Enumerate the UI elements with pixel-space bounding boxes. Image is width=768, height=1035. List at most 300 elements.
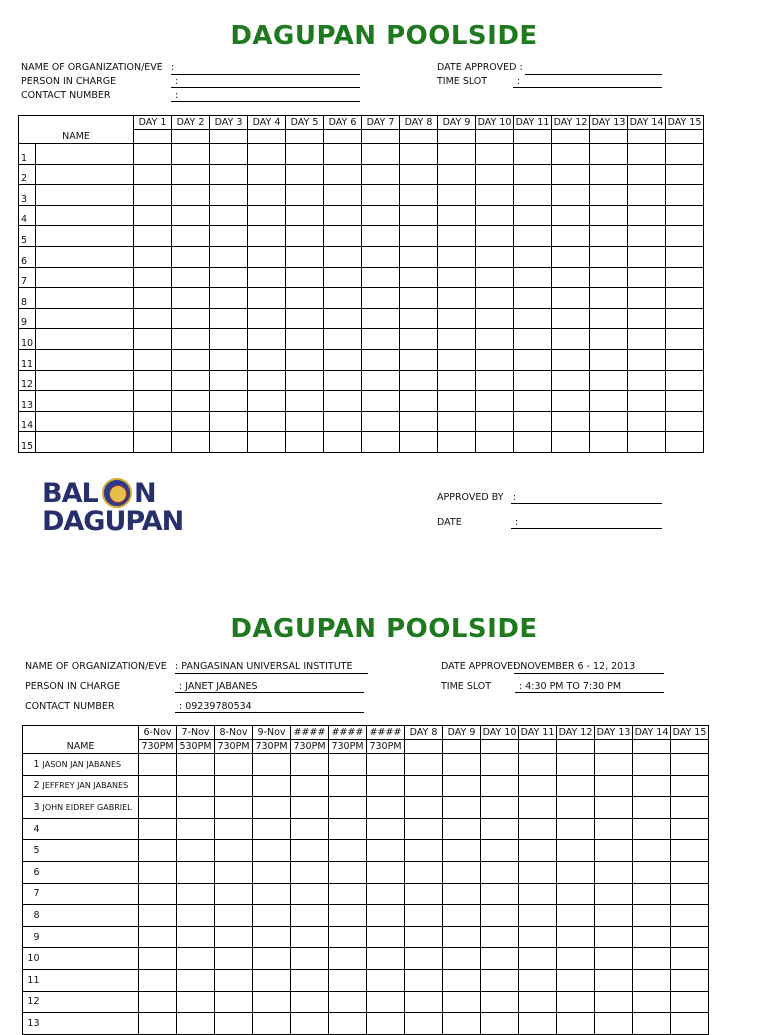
day-cell[interactable] [134, 267, 172, 288]
org-field[interactable]: : PANGASINAN UNIVERSAL INSTITUTE [175, 661, 368, 674]
name-cell[interactable]: JEFFREY JAN JABANES [41, 775, 139, 797]
day-cell[interactable] [438, 411, 476, 432]
day-cell[interactable] [481, 883, 519, 905]
day-cell[interactable] [286, 329, 324, 350]
time-header[interactable]: 530PM [177, 740, 215, 754]
day-cell[interactable] [552, 130, 590, 144]
day-cell[interactable] [476, 370, 514, 391]
day-cell[interactable] [628, 226, 666, 247]
name-cell[interactable]: JOHN EIDREF GABRIEL [41, 797, 139, 819]
day-cell[interactable] [215, 926, 253, 948]
day-cell[interactable] [134, 130, 172, 144]
day-cell[interactable] [215, 905, 253, 927]
day-cell[interactable] [172, 329, 210, 350]
day-cell[interactable] [666, 432, 704, 453]
day-cell[interactable] [248, 308, 286, 329]
day-cell[interactable] [405, 840, 443, 862]
day-cell[interactable] [405, 1013, 443, 1035]
day-cell[interactable] [590, 288, 628, 309]
day-cell[interactable] [210, 267, 248, 288]
day-cell[interactable] [367, 1013, 405, 1035]
day-cell[interactable] [476, 432, 514, 453]
day-cell[interactable] [248, 205, 286, 226]
day-cell[interactable] [519, 969, 557, 991]
day-cell[interactable] [248, 349, 286, 370]
day-cell[interactable] [177, 905, 215, 927]
day-cell[interactable] [291, 775, 329, 797]
day-cell[interactable] [438, 349, 476, 370]
day-cell[interactable] [628, 205, 666, 226]
day-cell[interactable] [628, 267, 666, 288]
day-cell[interactable] [215, 840, 253, 862]
day-cell[interactable] [633, 991, 671, 1013]
day-cell[interactable] [552, 432, 590, 453]
day-cell[interactable] [552, 308, 590, 329]
day-cell[interactable] [172, 267, 210, 288]
day-cell[interactable] [134, 226, 172, 247]
day-cell[interactable] [438, 432, 476, 453]
day-cell[interactable] [134, 329, 172, 350]
day-cell[interactable] [519, 926, 557, 948]
day-cell[interactable] [557, 991, 595, 1013]
day-cell[interactable] [514, 288, 552, 309]
day-cell[interactable] [139, 969, 177, 991]
day-cell[interactable] [286, 144, 324, 165]
name-cell[interactable] [36, 267, 134, 288]
day-cell[interactable] [329, 818, 367, 840]
day-cell[interactable] [476, 267, 514, 288]
day-cell[interactable] [286, 432, 324, 453]
day-cell[interactable] [628, 246, 666, 267]
day-cell[interactable] [177, 969, 215, 991]
day-cell[interactable] [443, 991, 481, 1013]
day-cell[interactable] [400, 349, 438, 370]
day-cell[interactable] [286, 308, 324, 329]
day-cell[interactable] [671, 840, 709, 862]
time-header[interactable]: 730PM [291, 740, 329, 754]
day-cell[interactable] [367, 775, 405, 797]
day-cell[interactable] [362, 267, 400, 288]
day-cell[interactable] [367, 905, 405, 927]
day-cell[interactable] [291, 797, 329, 819]
day-cell[interactable] [590, 164, 628, 185]
day-cell[interactable] [324, 226, 362, 247]
name-cell[interactable] [41, 840, 139, 862]
day-cell[interactable] [329, 840, 367, 862]
name-cell[interactable] [41, 905, 139, 927]
day-cell[interactable] [595, 775, 633, 797]
day-cell[interactable] [557, 883, 595, 905]
day-cell[interactable] [476, 185, 514, 206]
day-cell[interactable] [671, 1013, 709, 1035]
day-cell[interactable] [595, 818, 633, 840]
day-cell[interactable] [210, 226, 248, 247]
day-cell[interactable] [324, 164, 362, 185]
day-cell[interactable] [215, 969, 253, 991]
day-cell[interactable] [177, 861, 215, 883]
day-cell[interactable] [362, 308, 400, 329]
day-cell[interactable] [671, 969, 709, 991]
day-cell[interactable] [476, 411, 514, 432]
day-cell[interactable] [400, 288, 438, 309]
day-cell[interactable] [628, 308, 666, 329]
day-cell[interactable] [362, 432, 400, 453]
day-cell[interactable] [590, 349, 628, 370]
day-cell[interactable] [134, 391, 172, 412]
day-cell[interactable] [405, 991, 443, 1013]
day-cell[interactable] [248, 329, 286, 350]
day-cell[interactable] [324, 144, 362, 165]
day-cell[interactable] [400, 246, 438, 267]
day-cell[interactable] [248, 370, 286, 391]
day-cell[interactable] [476, 391, 514, 412]
name-cell[interactable] [36, 164, 134, 185]
name-cell[interactable] [36, 288, 134, 309]
day-cell[interactable] [476, 349, 514, 370]
day-cell[interactable] [438, 288, 476, 309]
day-cell[interactable] [324, 349, 362, 370]
name-cell[interactable] [41, 991, 139, 1013]
day-cell[interactable] [481, 797, 519, 819]
day-cell[interactable] [443, 926, 481, 948]
day-cell[interactable] [481, 861, 519, 883]
day-cell[interactable] [443, 969, 481, 991]
name-cell[interactable] [36, 370, 134, 391]
day-cell[interactable] [671, 818, 709, 840]
day-cell[interactable] [362, 205, 400, 226]
day-cell[interactable] [405, 754, 443, 776]
contact-field[interactable]: : [171, 90, 360, 102]
time-header[interactable] [405, 740, 443, 754]
day-cell[interactable] [172, 391, 210, 412]
day-cell[interactable] [177, 775, 215, 797]
day-cell[interactable] [253, 775, 291, 797]
day-cell[interactable] [481, 969, 519, 991]
day-cell[interactable] [248, 185, 286, 206]
day-cell[interactable] [400, 185, 438, 206]
person-field[interactable]: : [171, 76, 360, 88]
day-cell[interactable] [405, 926, 443, 948]
day-cell[interactable] [671, 991, 709, 1013]
day-cell[interactable] [400, 226, 438, 247]
day-cell[interactable] [210, 144, 248, 165]
name-cell[interactable] [36, 391, 134, 412]
day-cell[interactable] [552, 144, 590, 165]
day-cell[interactable] [172, 370, 210, 391]
day-cell[interactable] [633, 818, 671, 840]
day-cell[interactable] [443, 883, 481, 905]
day-cell[interactable] [595, 991, 633, 1013]
day-cell[interactable] [481, 948, 519, 970]
day-cell[interactable] [438, 226, 476, 247]
day-cell[interactable] [286, 164, 324, 185]
day-cell[interactable] [666, 185, 704, 206]
day-cell[interactable] [172, 432, 210, 453]
day-cell[interactable] [210, 432, 248, 453]
name-cell[interactable] [36, 226, 134, 247]
name-cell[interactable] [41, 818, 139, 840]
day-cell[interactable] [286, 185, 324, 206]
day-cell[interactable] [633, 969, 671, 991]
name-cell[interactable] [36, 349, 134, 370]
day-cell[interactable] [628, 185, 666, 206]
name-cell[interactable] [36, 308, 134, 329]
day-cell[interactable] [134, 349, 172, 370]
day-cell[interactable] [253, 797, 291, 819]
day-cell[interactable] [253, 969, 291, 991]
day-cell[interactable] [519, 797, 557, 819]
day-cell[interactable] [215, 883, 253, 905]
day-cell[interactable] [514, 370, 552, 391]
time-header[interactable]: 730PM [215, 740, 253, 754]
day-cell[interactable] [438, 246, 476, 267]
day-cell[interactable] [177, 948, 215, 970]
day-cell[interactable] [291, 861, 329, 883]
day-cell[interactable] [514, 130, 552, 144]
day-cell[interactable] [590, 411, 628, 432]
day-cell[interactable] [514, 349, 552, 370]
day-cell[interactable] [362, 226, 400, 247]
day-cell[interactable] [215, 1013, 253, 1035]
day-cell[interactable] [666, 391, 704, 412]
time-header[interactable]: 730PM [329, 740, 367, 754]
day-cell[interactable] [324, 267, 362, 288]
day-cell[interactable] [514, 226, 552, 247]
day-cell[interactable] [400, 205, 438, 226]
day-cell[interactable] [329, 883, 367, 905]
day-cell[interactable] [628, 349, 666, 370]
day-cell[interactable] [362, 329, 400, 350]
day-cell[interactable] [367, 797, 405, 819]
day-cell[interactable] [590, 370, 628, 391]
day-cell[interactable] [552, 185, 590, 206]
day-cell[interactable] [519, 1013, 557, 1035]
day-cell[interactable] [367, 861, 405, 883]
day-cell[interactable] [248, 267, 286, 288]
name-cell[interactable]: JASON JAN JABANES [41, 754, 139, 776]
day-cell[interactable] [177, 926, 215, 948]
day-cell[interactable] [248, 246, 286, 267]
day-cell[interactable] [400, 391, 438, 412]
day-cell[interactable] [367, 883, 405, 905]
day-cell[interactable] [595, 948, 633, 970]
name-cell[interactable] [36, 246, 134, 267]
day-cell[interactable] [514, 432, 552, 453]
day-cell[interactable] [633, 754, 671, 776]
name-cell[interactable] [41, 861, 139, 883]
day-cell[interactable] [286, 205, 324, 226]
day-cell[interactable] [172, 246, 210, 267]
day-cell[interactable] [666, 130, 704, 144]
day-cell[interactable] [139, 883, 177, 905]
day-cell[interactable] [210, 391, 248, 412]
day-cell[interactable] [210, 164, 248, 185]
day-cell[interactable] [253, 883, 291, 905]
day-cell[interactable] [215, 991, 253, 1013]
day-cell[interactable] [215, 754, 253, 776]
day-cell[interactable] [552, 329, 590, 350]
day-cell[interactable] [628, 164, 666, 185]
day-cell[interactable] [514, 411, 552, 432]
day-cell[interactable] [590, 130, 628, 144]
day-cell[interactable] [177, 818, 215, 840]
day-cell[interactable] [400, 411, 438, 432]
day-cell[interactable] [210, 349, 248, 370]
day-cell[interactable] [215, 948, 253, 970]
day-cell[interactable] [400, 329, 438, 350]
day-cell[interactable] [177, 754, 215, 776]
day-cell[interactable] [552, 164, 590, 185]
day-cell[interactable] [367, 948, 405, 970]
day-cell[interactable] [481, 991, 519, 1013]
day-cell[interactable] [438, 144, 476, 165]
day-cell[interactable] [139, 797, 177, 819]
day-cell[interactable] [362, 144, 400, 165]
day-cell[interactable] [514, 246, 552, 267]
day-cell[interactable] [291, 840, 329, 862]
day-cell[interactable] [248, 288, 286, 309]
person-field[interactable]: : JANET JABANES [175, 681, 364, 693]
day-cell[interactable] [666, 205, 704, 226]
day-cell[interactable] [324, 329, 362, 350]
day-cell[interactable] [552, 370, 590, 391]
day-cell[interactable] [139, 754, 177, 776]
day-cell[interactable] [514, 164, 552, 185]
day-cell[interactable] [139, 905, 177, 927]
day-cell[interactable] [671, 775, 709, 797]
day-cell[interactable] [291, 948, 329, 970]
day-cell[interactable] [514, 205, 552, 226]
day-cell[interactable] [248, 164, 286, 185]
day-cell[interactable] [443, 754, 481, 776]
day-cell[interactable] [443, 948, 481, 970]
day-cell[interactable] [139, 818, 177, 840]
day-cell[interactable] [628, 432, 666, 453]
day-cell[interactable] [666, 308, 704, 329]
day-cell[interactable] [557, 775, 595, 797]
day-cell[interactable] [286, 267, 324, 288]
day-cell[interactable] [590, 432, 628, 453]
day-cell[interactable] [400, 370, 438, 391]
day-cell[interactable] [134, 370, 172, 391]
day-cell[interactable] [210, 288, 248, 309]
day-cell[interactable] [367, 818, 405, 840]
day-cell[interactable] [633, 948, 671, 970]
day-cell[interactable] [476, 164, 514, 185]
day-cell[interactable] [557, 1013, 595, 1035]
day-cell[interactable] [172, 205, 210, 226]
day-cell[interactable] [172, 164, 210, 185]
day-cell[interactable] [671, 861, 709, 883]
time-header[interactable] [633, 740, 671, 754]
day-cell[interactable] [666, 246, 704, 267]
day-cell[interactable] [248, 391, 286, 412]
day-cell[interactable] [134, 164, 172, 185]
day-cell[interactable] [253, 926, 291, 948]
day-cell[interactable] [557, 861, 595, 883]
day-cell[interactable] [595, 883, 633, 905]
day-cell[interactable] [519, 840, 557, 862]
day-cell[interactable] [476, 130, 514, 144]
day-cell[interactable] [633, 1013, 671, 1035]
name-cell[interactable] [36, 411, 134, 432]
day-cell[interactable] [557, 840, 595, 862]
day-cell[interactable] [557, 797, 595, 819]
day-cell[interactable] [633, 840, 671, 862]
day-cell[interactable] [324, 391, 362, 412]
day-cell[interactable] [557, 926, 595, 948]
time-header[interactable]: 730PM [253, 740, 291, 754]
day-cell[interactable] [367, 969, 405, 991]
day-cell[interactable] [324, 205, 362, 226]
day-cell[interactable] [590, 185, 628, 206]
day-cell[interactable] [139, 775, 177, 797]
day-cell[interactable] [476, 288, 514, 309]
day-cell[interactable] [405, 969, 443, 991]
day-cell[interactable] [552, 246, 590, 267]
day-cell[interactable] [134, 288, 172, 309]
day-cell[interactable] [210, 246, 248, 267]
day-cell[interactable] [324, 411, 362, 432]
day-cell[interactable] [215, 775, 253, 797]
day-cell[interactable] [210, 205, 248, 226]
day-cell[interactable] [443, 905, 481, 927]
day-cell[interactable] [329, 926, 367, 948]
day-cell[interactable] [329, 969, 367, 991]
day-cell[interactable] [666, 226, 704, 247]
day-cell[interactable] [481, 775, 519, 797]
day-cell[interactable] [329, 797, 367, 819]
day-cell[interactable] [286, 246, 324, 267]
time-header[interactable]: 730PM [367, 740, 405, 754]
day-cell[interactable] [595, 905, 633, 927]
day-cell[interactable] [367, 991, 405, 1013]
day-cell[interactable] [628, 370, 666, 391]
day-cell[interactable] [177, 1013, 215, 1035]
day-cell[interactable] [210, 130, 248, 144]
day-cell[interactable] [400, 130, 438, 144]
name-cell[interactable] [41, 883, 139, 905]
day-cell[interactable] [253, 948, 291, 970]
day-cell[interactable] [400, 432, 438, 453]
day-cell[interactable] [595, 861, 633, 883]
day-cell[interactable] [628, 288, 666, 309]
day-cell[interactable] [139, 861, 177, 883]
day-cell[interactable] [253, 818, 291, 840]
day-cell[interactable] [514, 308, 552, 329]
day-cell[interactable] [362, 288, 400, 309]
day-cell[interactable] [628, 329, 666, 350]
day-cell[interactable] [210, 185, 248, 206]
day-cell[interactable] [291, 818, 329, 840]
day-cell[interactable] [557, 948, 595, 970]
day-cell[interactable] [324, 246, 362, 267]
day-cell[interactable] [514, 267, 552, 288]
day-cell[interactable] [253, 861, 291, 883]
day-cell[interactable] [628, 411, 666, 432]
day-cell[interactable] [519, 905, 557, 927]
day-cell[interactable] [253, 905, 291, 927]
day-cell[interactable] [134, 246, 172, 267]
day-cell[interactable] [590, 144, 628, 165]
day-cell[interactable] [286, 288, 324, 309]
day-cell[interactable] [666, 349, 704, 370]
day-cell[interactable] [590, 205, 628, 226]
day-cell[interactable] [552, 288, 590, 309]
day-cell[interactable] [552, 411, 590, 432]
name-cell[interactable] [36, 185, 134, 206]
day-cell[interactable] [210, 411, 248, 432]
